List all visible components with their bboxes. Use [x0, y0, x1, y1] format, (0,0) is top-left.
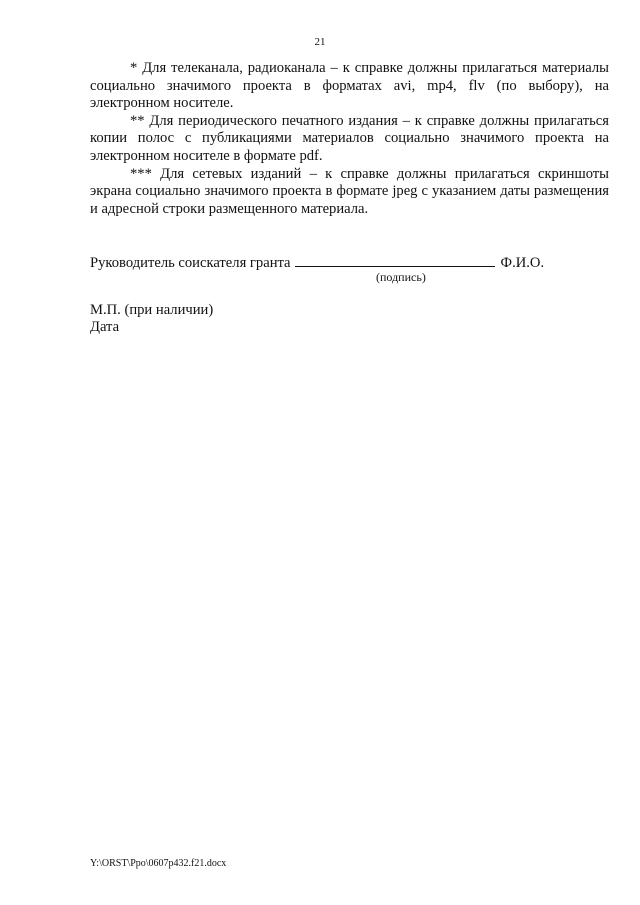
date-label: Дата	[90, 319, 120, 335]
signature-caption: (подпись)	[376, 270, 426, 284]
page-number: 21	[314, 36, 326, 48]
note-print-media: ** Для периодического печатного издания – к справке должны прилагаться копии полос с публикациями материалов социально значимого проекта на электронном носителе в формате pdf.	[90, 112, 609, 164]
stamp-block	[90, 302, 213, 336]
note-online-media: *** Для сетевых изданий – к справке должны прилагаться скриншоты экрана социально значимого проекта в формате jpeg с указанием даты размещения и адресной строки размещенного материала.	[90, 165, 609, 217]
signature-row	[90, 254, 609, 272]
note-tv-radio: * Для телеканала, радиоканала – к справке должны прилагаться материалы социально значимого проекта в форматах avi, mp4, flv (по выбору), на электронном носителе.	[90, 60, 609, 112]
seal-label: М.П. (при наличии)	[90, 302, 214, 318]
footnotes-section	[90, 60, 609, 218]
signature-label: Руководитель соискателя гранта	[90, 255, 291, 271]
signature-name-placeholder: Ф.И.О.	[500, 255, 545, 271]
footer-file-path: Y:\ORST\Ppo\0607p432.f21.docx	[90, 858, 227, 869]
signature-line	[295, 254, 495, 267]
